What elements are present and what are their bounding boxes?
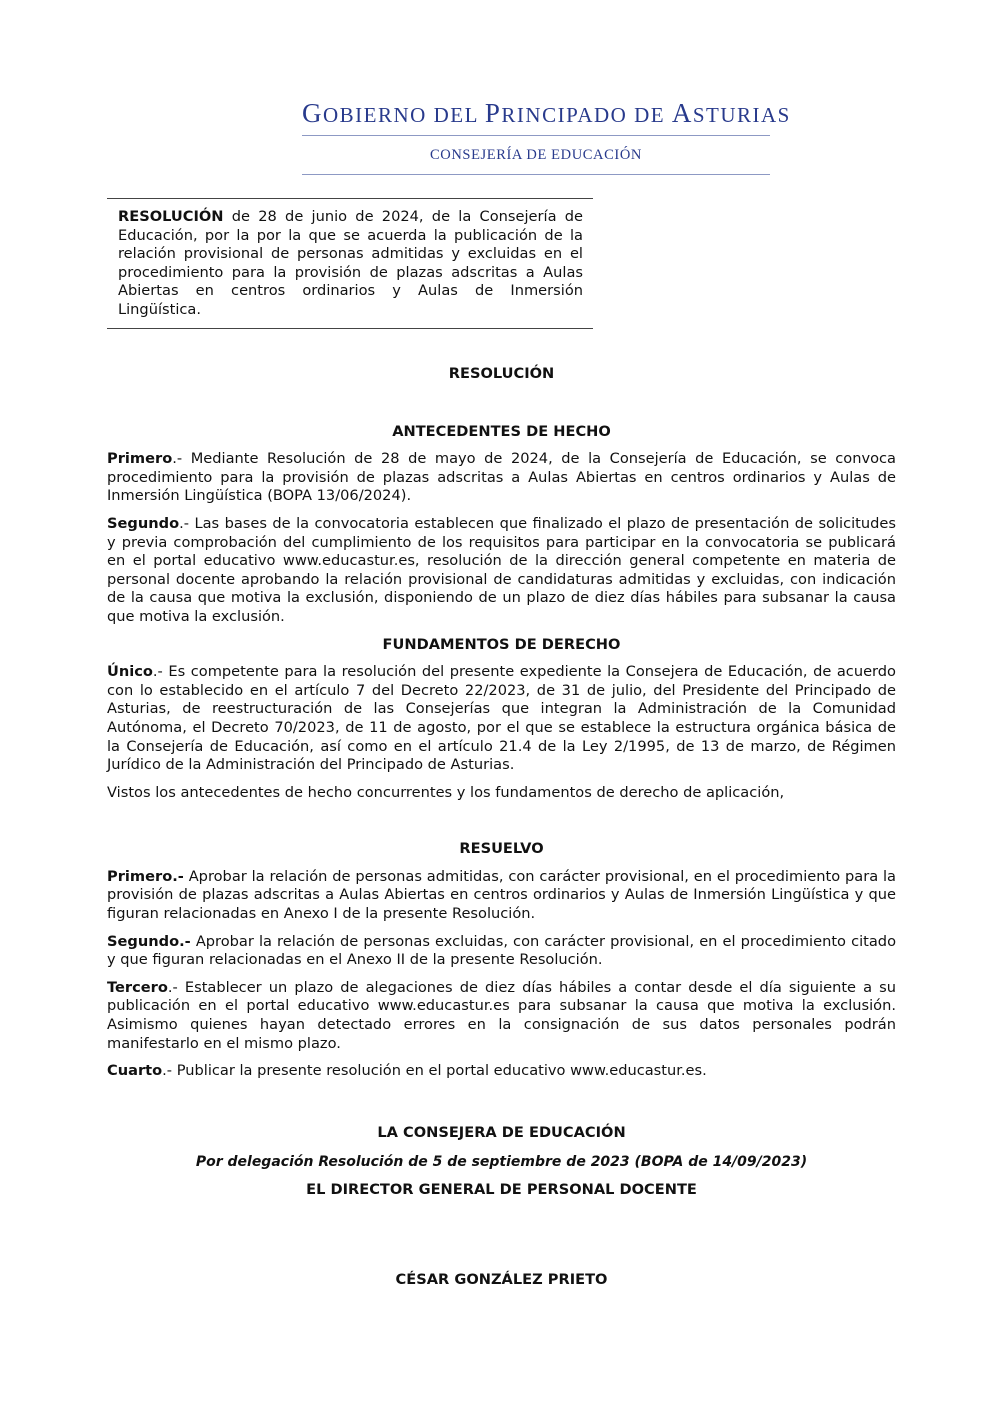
resuelvo-cuarto: Cuarto.- Publicar la presente resolución en el portal educativo www.educastur.es. — [107, 1062, 707, 1080]
resolution-title: RESOLUCIÓN — [448, 365, 555, 382]
antecedente-primero: Primero.- Mediante Resolución de 28 de mayo de 2024, de la Consejería de Educación, se convoca procedimiento para la provisión de plazas adscritas a Aulas Abiertas en centros ordinarios y Aulas de Inmersión Lingüística (BOPA 13/06/2024). — [107, 450, 896, 505]
header-divider-bottom — [302, 174, 770, 175]
gov-word: ASTURIAS — [671, 98, 791, 128]
resuelvo-heading: RESUELVO — [459, 840, 544, 858]
signer-title: EL DIRECTOR GENERAL DE PERSONAL DOCENTE — [306, 1181, 697, 1199]
government-name — [302, 98, 791, 130]
signature-delegation: Por delegación Resolución de 5 de septiembre de 2023 (BOPA de 14/09/2023) — [195, 1153, 808, 1170]
gov-word: DEL — [433, 103, 479, 127]
letterhead — [302, 98, 791, 175]
resolution-summary-box — [107, 198, 593, 329]
antecedente-segundo: Segundo.- Las bases de la convocatoria establecen que finalizado el plazo de presentación de solicitudes y previa comprobación del cumplimiento de los requisitos para participar en la convocatoria se publicará en el portal educativo www.educastur.es, resolución de la dirección general competente en materia de personal docente aprobando la relación provisional de candidaturas admitidas y excluidas, con indicación de la causa que motiva la exclusión, disponiendo de un plazo de diez días hábiles para subsanar la causa que motiva la exclusión. — [107, 514, 896, 625]
header-divider — [302, 135, 770, 136]
gov-word: PRINCIPADO — [484, 98, 628, 128]
fundamentos-heading: FUNDAMENTOS DE DERECHO — [382, 635, 621, 653]
signature-office: LA CONSEJERA DE EDUCACIÓN — [377, 1124, 626, 1141]
resuelvo-primero: Primero.- Aprobar la relación de personas admitidas, con carácter provisional, en el procedimiento para la provisión de plazas adscritas a Aulas Abiertas en centros ordinarios y Aulas de Inmersión Lingüística y que figuran relacionadas en Anexo I de la presente Resolución. — [107, 867, 897, 923]
resuelvo-segundo: Segundo.- Aprobar la relación de personas excluidas, con carácter provisional, en el procedimiento citado y que figuran relacionadas en el Anexo II de la presente Resolución. — [107, 932, 896, 969]
signature-block — [107, 1124, 896, 1289]
antecedentes-heading: ANTECEDENTES DE HECHO — [392, 422, 611, 440]
resuelvo-tercero: Tercero.- Establecer un plazo de alegaciones de diez días hábiles a contar desde el día siguiente a su publicación en el portal educativo www.educastur.es para subsanar la causa que motiva la exclusión. Asimismo quienes hayan detectado errores en la consignación de sus datos personales podrán manifestarlo en el mismo plazo. — [107, 978, 896, 1052]
document-body — [107, 365, 896, 1081]
fundamentos-closing: Vistos los antecedentes de hecho concurrentes y los fundamentos de derecho de aplicación, — [107, 783, 785, 801]
summary-text: RESOLUCIÓN de 28 de junio de 2024, de la Consejería de Educación, por la por la que se acuerda la publicación de la relación provisional de personas admitidas y excluidas en el procedimiento para la provisión de plazas adscritas a Aulas Abiertas en centros ordinarios y Aulas de Inmersión Lingüística. — [118, 208, 583, 318]
gov-word: GOBIERNO — [302, 98, 427, 128]
signer-name: CÉSAR GONZÁLEZ PRIETO — [395, 1270, 608, 1288]
gov-word: DE — [634, 103, 666, 127]
department-name: CONSEJERÍA DE EDUCACIÓN — [430, 147, 642, 163]
fundamento-unico: Único.- Es competente para la resolución del presente expediente la Consejera de Educación, de acuerdo con lo establecido en el artículo 7 del Decreto 22/2023, de 31 de julio, del Presidente del Principado de Asturias, de reestructuración de las Consejerías que integran la Administración de la Comunidad Autónoma, el Decreto 70/2023, de 11 de agosto, por el que se establece la estructura orgánica básica de la Consejería de Educación, así como en el artículo 21.4 de la Ley 2/1995, de 13 de marzo, de Régimen Jurídico de la Administración del Principado de Asturias. — [107, 663, 896, 774]
